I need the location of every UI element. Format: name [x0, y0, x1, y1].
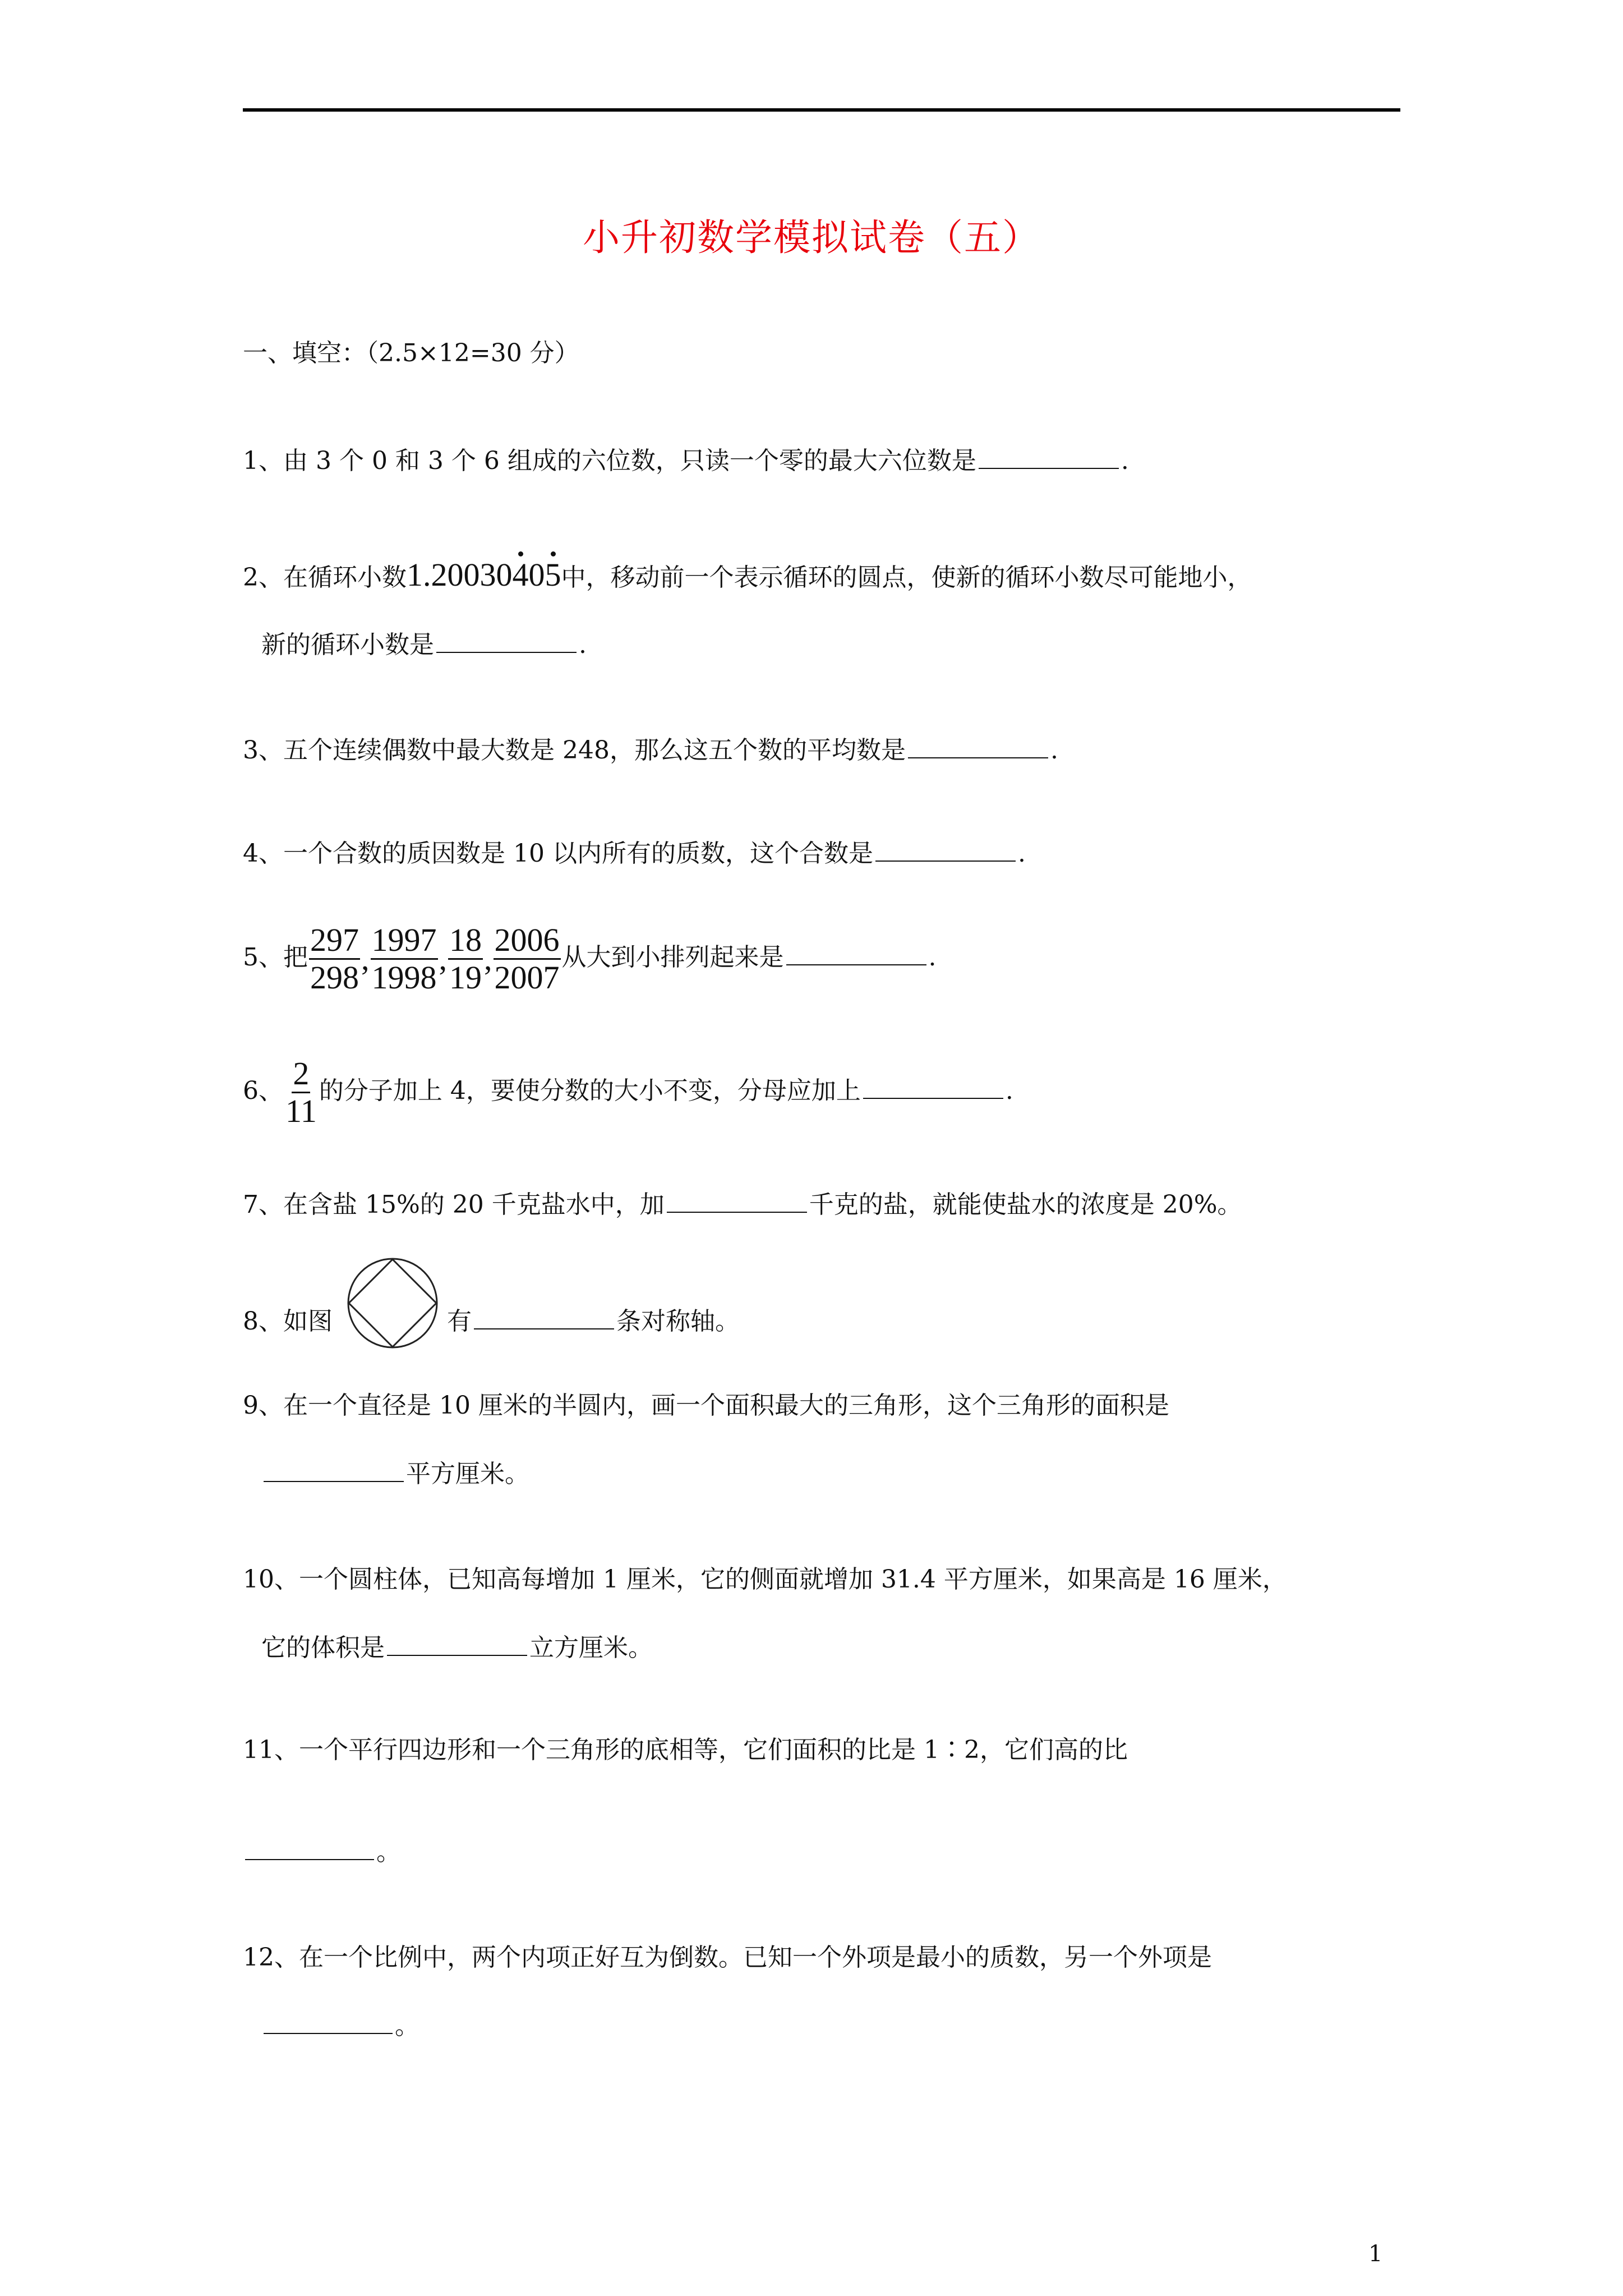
question-9: 9、在一个直径是 10 厘米的半圆内，画一个面积最大的三角形，这个三角形的面积是 — [243, 1391, 1169, 1420]
answer-blank[interactable] — [387, 1630, 527, 1656]
question-10-line2: 它的体积是 立方厘米。 — [261, 1630, 653, 1665]
question-1-text: 1、由 3 个 0 和 3 个 6 组成的六位数，只读一个零的最大六位数是 — [243, 447, 976, 475]
question-11: 11、一个平行四边形和一个三角形的底相等，它们面积的比是 1∶2，它们高的比 — [243, 1736, 1128, 1764]
fraction: $\frac{2006}{2007}$ — [494, 922, 560, 996]
answer-blank[interactable] — [436, 627, 577, 653]
fraction: $\frac{1997}{1998}$ — [371, 922, 437, 996]
circle-square-figure — [346, 1257, 439, 1389]
question-12-line2: 。 — [261, 2008, 419, 2043]
answer-blank[interactable] — [908, 733, 1048, 758]
question-11-line2: 。 — [243, 1834, 401, 1869]
answer-blank[interactable] — [979, 443, 1119, 469]
question-6: 6、 $\frac{2}{11}$ 的分子加上 4，要使分数的大小不变，分母应加上 . — [243, 1055, 1013, 1129]
repeating-decimal: 1.20030405 — [407, 556, 561, 593]
answer-blank[interactable] — [875, 836, 1016, 862]
question-2: 2、在循环小数1.20030405中，移动前一个表示循环的圆点，使新的循环小数尽可能地小， — [243, 556, 1252, 593]
fraction: $\frac{297}{298}$ — [310, 922, 359, 996]
fraction: $\frac{18}{19}$ — [449, 922, 482, 996]
page-title: 小升初数学模拟试卷（五） — [583, 216, 1040, 259]
section-heading: 一、填空：（2.5×12=30 分） — [243, 339, 579, 367]
question-5: 5、把 $\frac{297}{298}$ , $\frac{1997}{1998}$ , $\frac{18}{19}$ , $\frac{2006}{2007}$ 从大到小排列起来是 . — [243, 922, 937, 996]
answer-blank[interactable] — [786, 940, 926, 965]
question-3: 3、五个连续偶数中最大数是 248，那么这五个数的平均数是 . — [243, 733, 1058, 767]
answer-blank[interactable] — [474, 1304, 614, 1329]
answer-blank[interactable] — [245, 1834, 374, 1860]
answer-blank[interactable] — [667, 1187, 807, 1213]
question-7: 7、在含盐 15%的 20 千克盐水中，加 千克的盐，就能使盐水的浓度是 20%。 — [243, 1187, 1242, 1222]
question-1: 1、由 3 个 0 和 3 个 6 组成的六位数，只读一个零的最大六位数是 . — [243, 443, 1129, 478]
question-9-line2: 平方厘米。 — [261, 1456, 529, 1491]
question-2-line2: 新的循环小数是 . — [261, 627, 587, 662]
question-8: 8、如图 有 条对称轴。 — [243, 1257, 740, 1389]
question-12: 12、在一个比例中，两个内项正好互为倒数。已知一个外项是最小的质数，另一个外项是 — [243, 1943, 1212, 1972]
question-4: 4、一个合数的质因数是 10 以内所有的质数，这个合数是 . — [243, 836, 1026, 871]
fraction: $\frac{2}{11}$ — [285, 1055, 317, 1129]
question-10: 10、一个圆柱体，已知高每增加 1 厘米，它的侧面就增加 31.4 平方厘米，如果高是 16 厘米， — [243, 1565, 1287, 1594]
answer-blank[interactable] — [863, 1073, 1003, 1099]
answer-blank[interactable] — [264, 1456, 404, 1482]
page-number: 1 — [1368, 2241, 1383, 2267]
header-rule — [243, 108, 1400, 112]
answer-blank[interactable] — [264, 2008, 393, 2034]
